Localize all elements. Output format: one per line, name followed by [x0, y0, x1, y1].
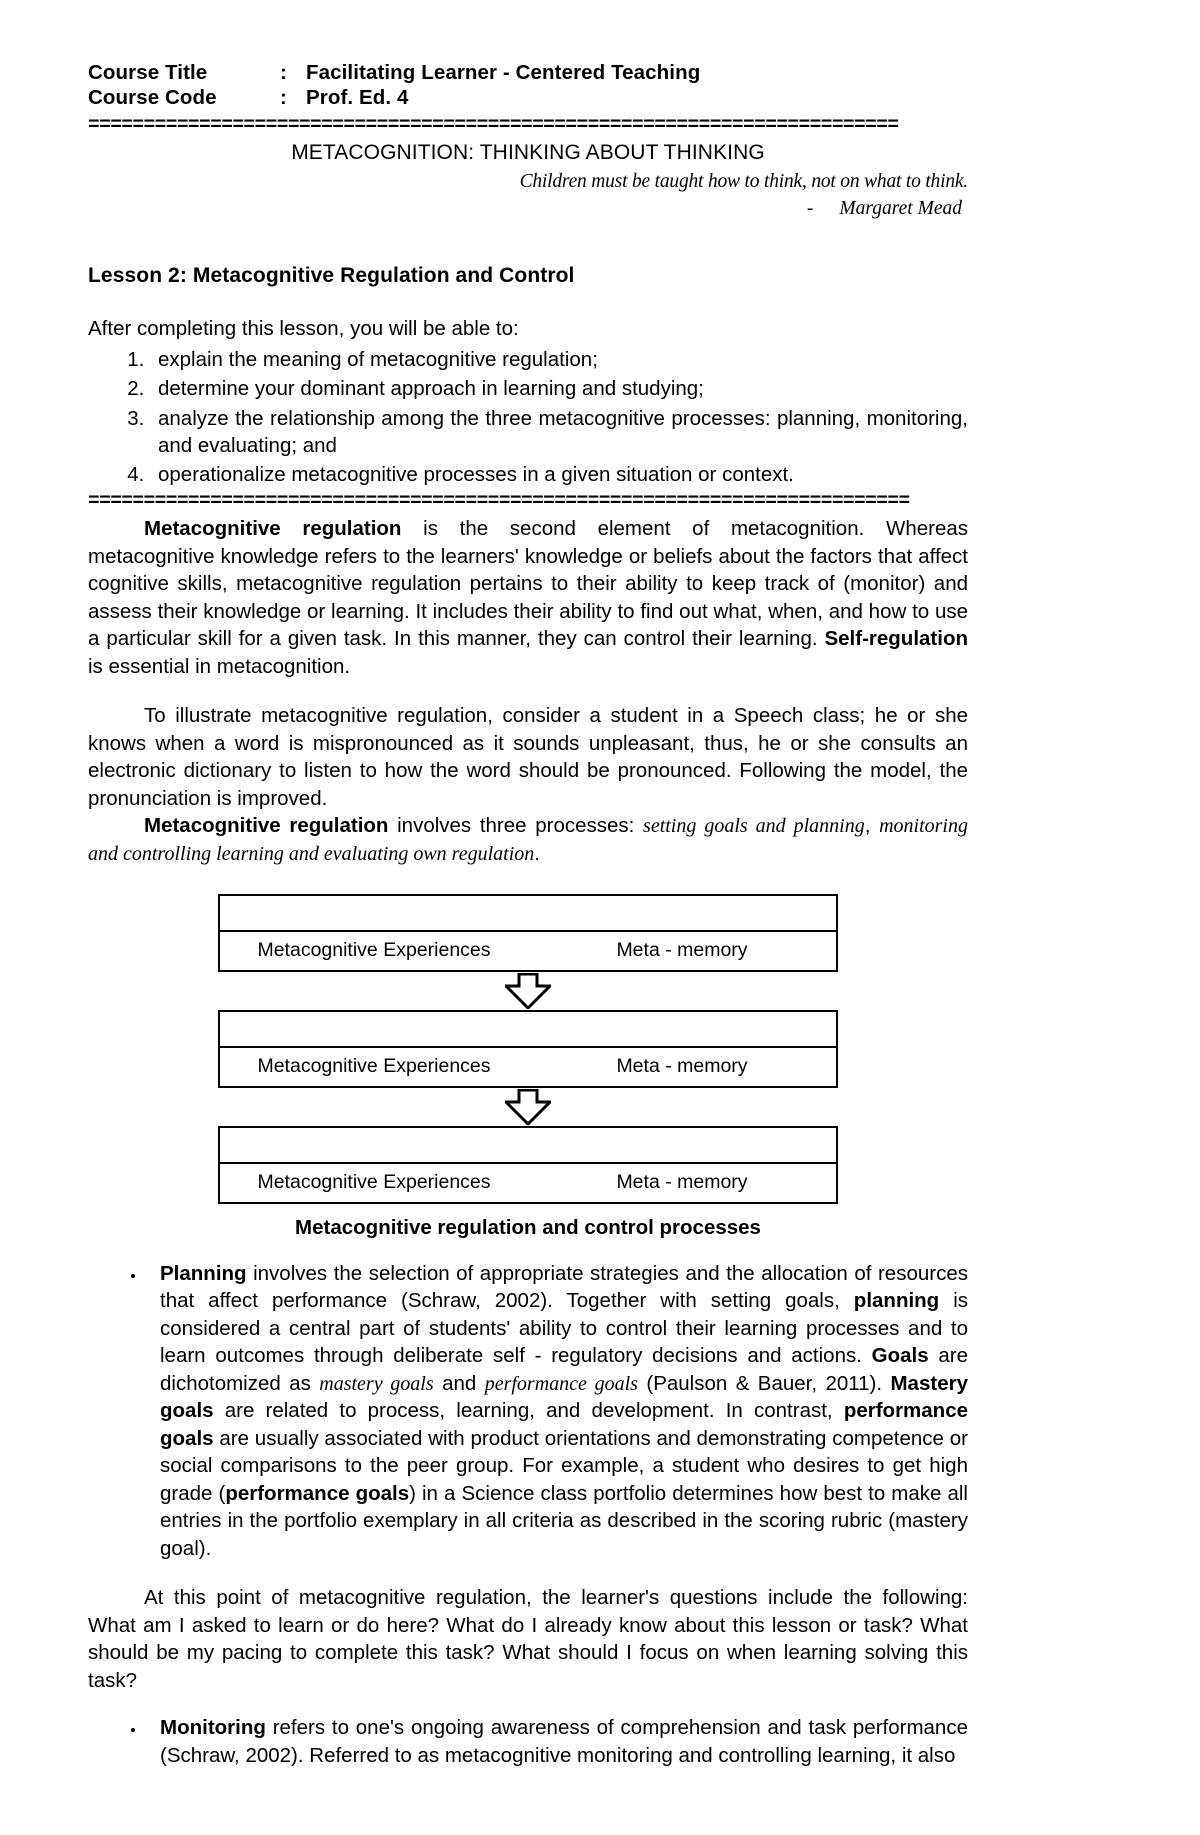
- paragraph-three-processes: [88, 812, 968, 868]
- diagram-box-1: [218, 894, 838, 972]
- horizontal-rule-top: =========================================================================: [88, 114, 899, 136]
- course-code-row: [88, 85, 968, 110]
- term-performance-goals-italic: performance goals: [484, 1372, 638, 1395]
- term-goals: Goals: [871, 1344, 929, 1368]
- planning-text-1: involves the selection of appropriate strategies and the allocation of resources that affect performance (Schraw, 2002). Together with setting goals,: [160, 1261, 968, 1313]
- planning-text-5: (Paulson & Bauer, 2011).: [637, 1371, 891, 1395]
- objectives-intro: After completing this lesson, you will be able to:: [88, 316, 519, 340]
- diagram-box-2-body: [220, 1048, 836, 1086]
- diagram-cell-left: Metacognitive Experiences: [257, 1055, 491, 1078]
- objective-item: 3. analyze the relationship among the three metacognitive processes: planning, monitoring, and evaluating; and: [150, 405, 968, 459]
- course-code-value: Prof. Ed. 4: [306, 86, 409, 109]
- processes-period: .: [534, 841, 540, 865]
- down-arrow-icon: [505, 1089, 551, 1125]
- planning-text-4: and: [433, 1371, 485, 1395]
- planning-text-8: ) in a Science class portfolio determines how best to make all entries in the portfolio exemplary in all criteria as described in the scoring rubric (mastery goal).: [160, 1481, 968, 1560]
- attribution-dash: -: [806, 198, 814, 220]
- objectives-list: [88, 346, 968, 487]
- diagram-box-2-header: [220, 1012, 836, 1048]
- term-performance-goals: performance goals: [160, 1399, 968, 1450]
- diagram-cell-right: Meta - memory: [616, 939, 748, 962]
- planning-bullet-list: [88, 1260, 968, 1562]
- course-code-label: Course Code: [88, 86, 217, 109]
- term-self-regulation: Self-regulation: [824, 627, 968, 651]
- objective-item: 1. explain the meaning of metacognitive regulation;: [150, 346, 968, 373]
- planning-text-2: is considered a central part of students' ability to control their learning processes and to learn outcomes through deliberate self - regulatory decisions and actions.: [160, 1289, 968, 1368]
- objective-item: 4. operationalize metacognitive processes in a given situation or context.: [150, 461, 968, 488]
- term-mastery-goals: Mastery goals: [160, 1371, 968, 1423]
- course-title-row: [88, 60, 968, 85]
- course-metadata: [88, 60, 968, 110]
- term-mastery-goals-italic: mastery goals: [319, 1372, 434, 1395]
- term-planning-2: planning: [853, 1289, 940, 1313]
- paragraph-metacognitive-regulation: [88, 515, 968, 680]
- diagram-box-3-body: [220, 1164, 836, 1202]
- diagram-cell-right: Meta - memory: [616, 1171, 748, 1194]
- diagram-box-2: [218, 1010, 838, 1088]
- planning-text-6: are related to process, learning, and development. In contrast,: [213, 1399, 844, 1423]
- diagram-arrow-1: [218, 972, 838, 1010]
- horizontal-rule-mid: ==========================================================================: [88, 489, 910, 512]
- diagram-box-3: [218, 1126, 838, 1204]
- bullet-monitoring: [146, 1714, 968, 1769]
- lesson-title: Lesson 2: Metacognitive Regulation and Control: [88, 263, 575, 287]
- document-title: METACOGNITION: THINKING ABOUT THINKING: [291, 140, 765, 164]
- diagram-cell-left: Metacognitive Experiences: [257, 939, 491, 962]
- paragraph-learner-questions: At this point of metacognitive regulation, the learner's questions include the following: What am I asked to learn or do here? What do I already know about this lesson or task? What should be my pacing to complete this task? What should I focus on when learning solving this task?: [88, 1586, 968, 1692]
- term-monitoring: Monitoring: [160, 1716, 266, 1740]
- diagram-cell-left: Metacognitive Experiences: [257, 1171, 491, 1194]
- paragraph-text: is the second element of metacognition. Whereas metacognitive knowledge refers to the learners' knowledge or beliefs about the factors that affect cognitive skills, metacognitive regulation pertains to their ability to keep track of (monitor) and assess their knowledge or learning. It includes their ability to find out what, when, and how to use a particular skill for a given task. In this manner, they can control their learning.: [88, 517, 968, 651]
- planning-text-3: are dichotomized as: [160, 1344, 968, 1395]
- monitoring-text: refers to one's ongoing awareness of comprehension and task performance (Schraw, 2002). Referred to as metacognitive monitoring and controlling learning, it also: [160, 1716, 968, 1767]
- course-title-label: Course Title: [88, 61, 208, 84]
- diagram-cell-right: Meta - memory: [616, 1055, 748, 1078]
- planning-text-7: are usually associated with product orientations and demonstrating competence or social comparisons to the peer group. For example, a student who desires to get high grade (: [160, 1426, 968, 1505]
- document-content: [88, 60, 968, 1769]
- objective-item: 2. determine your dominant approach in learning and studying;: [150, 375, 968, 402]
- down-arrow-icon: [505, 973, 551, 1009]
- bullet-planning: [146, 1260, 968, 1562]
- diagram-box-1-body: [220, 932, 836, 970]
- process-monitoring-evaluating: monitoring and controlling learning and evaluating own regulation: [88, 815, 968, 865]
- process-setting-goals: setting goals and planning: [643, 815, 865, 838]
- term-metacognitive-regulation: Metacognitive regulation: [144, 517, 402, 541]
- term-metacognitive-regulation-2: Metacognitive regulation: [144, 814, 389, 838]
- monitoring-bullet-list: [88, 1714, 968, 1769]
- term-performance-goals-2: performance goals: [225, 1481, 410, 1505]
- attribution-author: Margaret Mead: [839, 198, 962, 220]
- course-code-colon: :: [280, 86, 287, 109]
- diagram-arrow-2: [218, 1088, 838, 1126]
- epigraph-quote: Children must be taught how to think, not on what to think.: [519, 171, 968, 193]
- paragraph-speech-class-example: To illustrate metacognitive regulation, consider a student in a Speech class; he or she knows when a word is mispronounced as it sounds unpleasant, thus, he or she consults an electronic dictionary to listen to how the word should be pronounced. Following the model, the pronunciation is improved.: [88, 704, 968, 810]
- paragraph-text-tail: is essential in metacognition.: [88, 654, 351, 678]
- diagram-caption: Metacognitive regulation and control processes: [295, 1215, 761, 1239]
- metacognition-diagram: [218, 894, 838, 1240]
- course-title-value: Facilitating Learner - Centered Teaching: [306, 61, 701, 84]
- course-title-colon: :: [280, 61, 287, 84]
- processes-sep: ,: [864, 814, 880, 838]
- processes-text: involves three processes:: [388, 814, 644, 838]
- term-planning: Planning: [160, 1261, 247, 1285]
- epigraph-attribution: [88, 197, 968, 221]
- diagram-box-3-header: [220, 1128, 836, 1164]
- diagram-box-1-header: [220, 896, 836, 932]
